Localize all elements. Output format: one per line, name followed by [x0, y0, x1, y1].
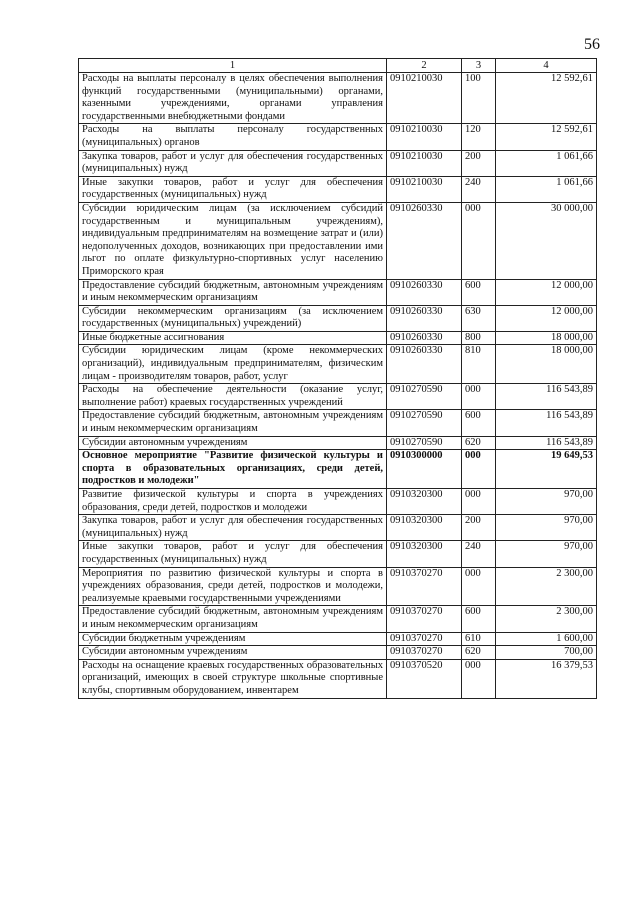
amount-cell: 2 300,00 [496, 567, 597, 606]
expense-type-cell: 600 [462, 606, 496, 632]
expense-name-cell: Расходы на обеспечение деятельности (оказание услуг, выполнение работ) краевых государственных учреждений [79, 384, 387, 410]
expense-type-cell: 120 [462, 124, 496, 150]
expense-type-cell: 800 [462, 331, 496, 345]
expense-name-cell: Предоставление субсидий бюджетным, автономным учреждениям и иным некоммерческим организациям [79, 410, 387, 436]
expense-name-cell: Расходы на выплаты персоналу в целях обеспечения выполнения функций государственными (муниципальными) органами, казенными учреждениями, органами управления государственными внебюджетными фондами [79, 73, 387, 124]
amount-cell: 12 000,00 [496, 305, 597, 331]
amount-cell: 1 600,00 [496, 632, 597, 646]
amount-cell: 116 543,89 [496, 436, 597, 450]
amount-cell: 12 000,00 [496, 279, 597, 305]
expense-type-cell: 610 [462, 632, 496, 646]
expense-type-cell: 200 [462, 515, 496, 541]
amount-cell: 970,00 [496, 515, 597, 541]
expense-name-cell: Развитие физической культуры и спорта в учреждениях образования, среди детей, подростков и молодежи [79, 489, 387, 515]
target-code-cell: 0910260330 [387, 279, 462, 305]
expense-type-cell: 620 [462, 436, 496, 450]
amount-cell: 116 543,89 [496, 410, 597, 436]
target-code-cell: 0910270590 [387, 410, 462, 436]
amount-cell: 700,00 [496, 646, 597, 660]
table-row [79, 515, 597, 541]
target-code-cell: 0910370270 [387, 606, 462, 632]
table-row [79, 541, 597, 567]
amount-cell: 12 592,61 [496, 73, 597, 124]
table-row [79, 606, 597, 632]
amount-cell: 970,00 [496, 489, 597, 515]
expense-type-cell: 240 [462, 541, 496, 567]
expense-type-cell: 000 [462, 659, 496, 698]
table-row [79, 202, 597, 279]
header-col-1: 1 [79, 59, 387, 73]
target-code-cell: 0910370270 [387, 567, 462, 606]
expense-name-cell: Предоставление субсидий бюджетным, автономным учреждениям и иным некоммерческим организациям [79, 279, 387, 305]
expense-name-cell: Закупка товаров, работ и услуг для обеспечения государственных (муниципальных) нужд [79, 515, 387, 541]
target-code-cell: 0910260330 [387, 202, 462, 279]
header-row [79, 59, 597, 73]
target-code-cell: 0910270590 [387, 436, 462, 450]
expense-type-cell: 000 [462, 489, 496, 515]
target-code-cell: 0910210030 [387, 150, 462, 176]
target-code-cell: 0910370270 [387, 646, 462, 660]
target-code-cell: 0910370520 [387, 659, 462, 698]
target-code-cell: 0910300000 [387, 450, 462, 489]
target-code-cell: 0910260330 [387, 331, 462, 345]
table-row [79, 632, 597, 646]
amount-cell: 16 379,53 [496, 659, 597, 698]
expense-name-cell: Иные бюджетные ассигнования [79, 331, 387, 345]
table-row [79, 345, 597, 384]
expense-name-cell: Иные закупки товаров, работ и услуг для обеспечения государственных (муниципальных) нужд [79, 541, 387, 567]
expense-name-cell: Субсидии автономным учреждениям [79, 646, 387, 660]
table-row [79, 279, 597, 305]
expense-name-cell: Расходы на выплаты персоналу государственных (муниципальных) органов [79, 124, 387, 150]
table-row [79, 305, 597, 331]
expense-name-cell: Субсидии юридическим лицам (кроме некоммерческих организаций), индивидуальным предпринимателям, физическим лицам - производителям товаров, работ, услуг [79, 345, 387, 384]
table-row [79, 567, 597, 606]
expense-type-cell: 240 [462, 176, 496, 202]
amount-cell: 30 000,00 [496, 202, 597, 279]
table-row [79, 73, 597, 124]
expense-name-cell: Субсидии некоммерческим организациям (за исключением государственных (муниципальных) учреждений) [79, 305, 387, 331]
expense-name-cell: Предоставление субсидий бюджетным, автономным учреждениям и иным некоммерческим организациям [79, 606, 387, 632]
expense-type-cell: 600 [462, 279, 496, 305]
table-row [79, 384, 597, 410]
page-number: 56 [584, 36, 600, 53]
target-code-cell: 0910210030 [387, 176, 462, 202]
amount-cell: 18 000,00 [496, 331, 597, 345]
expense-name-cell: Субсидии юридическим лицам (за исключением субсидий государственным и муниципальным учреждениям), индивидуальным предпринимателям на возмещение затрат и (или) недополученных доходов, возникающих при предоставлении ими льгот по оплате физкультурно-спортивных услуг населению Приморского края [79, 202, 387, 279]
target-code-cell: 0910210030 [387, 73, 462, 124]
amount-cell: 1 061,66 [496, 176, 597, 202]
amount-cell: 970,00 [496, 541, 597, 567]
header-col-3: 3 [462, 59, 496, 73]
expense-type-cell: 000 [462, 450, 496, 489]
expense-type-cell: 000 [462, 384, 496, 410]
target-code-cell: 0910270590 [387, 384, 462, 410]
table-row [79, 489, 597, 515]
target-code-cell: 0910210030 [387, 124, 462, 150]
table-row [79, 659, 597, 698]
target-code-cell: 0910320300 [387, 489, 462, 515]
table-header [79, 59, 597, 73]
amount-cell: 12 592,61 [496, 124, 597, 150]
expense-name-cell: Расходы на оснащение краевых государственных образовательных организаций, имеющих в своей структуре школьные спортивные клубы, спортивным оборудованием, инвентарем [79, 659, 387, 698]
expense-type-cell: 100 [462, 73, 496, 124]
table-row [79, 450, 597, 489]
amount-cell: 19 649,53 [496, 450, 597, 489]
expense-type-cell: 000 [462, 202, 496, 279]
expense-name-cell: Субсидии автономным учреждениям [79, 436, 387, 450]
table-row [79, 410, 597, 436]
header-col-4: 4 [496, 59, 597, 73]
expense-type-cell: 000 [462, 567, 496, 606]
target-code-cell: 0910260330 [387, 345, 462, 384]
target-code-cell: 0910320300 [387, 541, 462, 567]
amount-cell: 116 543,89 [496, 384, 597, 410]
table-row [79, 124, 597, 150]
expense-name-cell: Закупка товаров, работ и услуг для обеспечения государственных (муниципальных) нужд [79, 150, 387, 176]
table-body [79, 73, 597, 699]
target-code-cell: 0910370270 [387, 632, 462, 646]
amount-cell: 18 000,00 [496, 345, 597, 384]
expense-type-cell: 600 [462, 410, 496, 436]
amount-cell: 2 300,00 [496, 606, 597, 632]
expense-name-cell: Иные закупки товаров, работ и услуг для обеспечения государственных (муниципальных) нужд [79, 176, 387, 202]
expense-name-cell: Субсидии бюджетным учреждениям [79, 632, 387, 646]
expense-type-cell: 630 [462, 305, 496, 331]
amount-cell: 1 061,66 [496, 150, 597, 176]
target-code-cell: 0910320300 [387, 515, 462, 541]
expense-type-cell: 810 [462, 345, 496, 384]
target-code-cell: 0910260330 [387, 305, 462, 331]
table-row [79, 150, 597, 176]
expense-name-cell: Основное мероприятие "Развитие физической культуры и спорта в образовательных организациях, среди детей, подростков и молодежи" [79, 450, 387, 489]
expense-type-cell: 620 [462, 646, 496, 660]
table-row [79, 176, 597, 202]
budget-table [78, 58, 597, 699]
header-col-2: 2 [387, 59, 462, 73]
table-row [79, 436, 597, 450]
expense-name-cell: Мероприятия по развитию физической культуры и спорта в учреждениях образования, среди детей, подростков и молодежи, реализуемые краевыми государственными учреждениями [79, 567, 387, 606]
expense-type-cell: 200 [462, 150, 496, 176]
table-row [79, 646, 597, 660]
table-row [79, 331, 597, 345]
